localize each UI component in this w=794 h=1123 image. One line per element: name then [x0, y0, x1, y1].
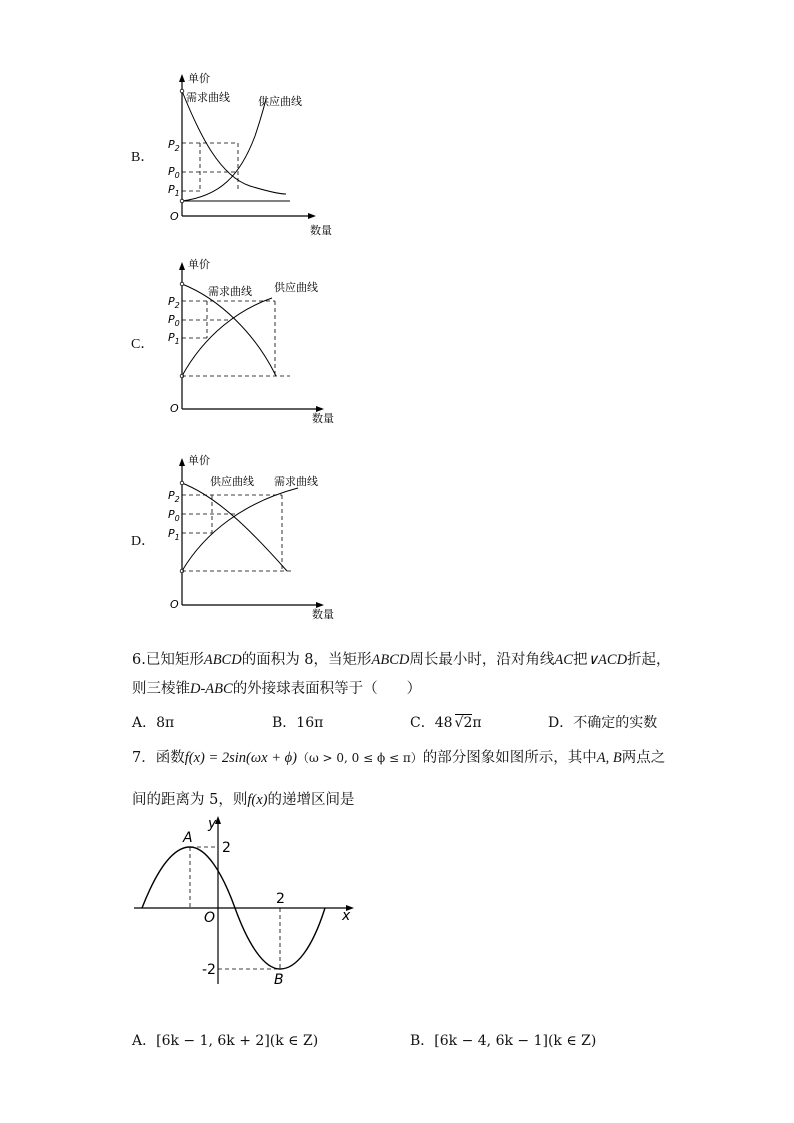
svg-text:O: O	[170, 402, 179, 415]
svg-text:P2: $P_2$	[168, 138, 180, 153]
x-axis-label: 数量	[310, 224, 332, 237]
svg-text:P0: $P_0$	[168, 508, 180, 523]
p0-label: P	[168, 165, 175, 178]
q6-option-b[interactable]: B．16π	[272, 715, 324, 731]
svg-text:单价: 单价	[188, 454, 210, 467]
q6-option-a[interactable]: A．8π	[132, 715, 175, 731]
svg-text:y: y	[208, 816, 217, 832]
svg-text:数量: 数量	[312, 608, 334, 621]
min-label: -2	[202, 962, 216, 978]
svg-text:供应曲线: 供应曲线	[210, 475, 254, 488]
q6-option-c[interactable]: C．48 √2π	[410, 715, 482, 731]
svg-text:x: x	[342, 908, 351, 924]
x-tick-label: 2	[276, 891, 285, 907]
q6-line1: 6.已知矩形ABCD的面积为 8，当矩形ABCD周长最小时，沿对角线AC把∨ACD折起，	[132, 652, 671, 668]
svg-text:P0: $P_0$	[168, 165, 180, 180]
svg-text:数量: 数量	[312, 412, 334, 425]
q7-line2: 间的距离为 5，则f(x)的递增区间是	[132, 792, 355, 808]
y-axis-label: 单价	[188, 72, 210, 85]
q7-sine-graph	[130, 812, 360, 992]
svg-text:P1: $P_1$	[168, 527, 180, 542]
svg-text:O: O	[170, 598, 179, 611]
q6-option-d[interactable]: D．不确定的实数	[548, 715, 658, 731]
q6-line2: 则三棱锥D-ABC的外接球表面积等于（ ）	[132, 681, 422, 697]
option-d-graph	[160, 450, 350, 622]
q7-line1: 7．函数f(x) = 2sin(ωx + ϕ)（ω > 0, 0 ≤ ϕ ≤ π）的部分图象如图所示，其中A, B两点之	[132, 750, 666, 766]
x-axis-arrow	[308, 213, 316, 219]
origin-label: O	[170, 210, 179, 223]
option-d-letter: D．	[131, 534, 156, 549]
point-a-label: A	[183, 830, 193, 846]
y-axis-arrow	[179, 74, 185, 82]
svg-text:P2: $P_2$	[168, 489, 180, 504]
svg-text:需求曲线: 需求曲线	[208, 285, 252, 298]
svg-text:P0: $P_0$	[168, 313, 180, 328]
option-c-graph	[160, 254, 350, 426]
svg-text:P1: $P_1$	[168, 183, 180, 198]
q7-option-b[interactable]: B．[6k − 4, 6k − 1](k ∈ Z)	[410, 1033, 597, 1049]
p1-label: P	[168, 183, 175, 196]
svg-text:P1: $P_1$	[168, 331, 180, 346]
demand-label: 需求曲线	[186, 91, 230, 104]
origin-label: O	[204, 910, 216, 926]
svg-text:需求曲线: 需求曲线	[274, 475, 318, 488]
svg-text:单价: 单价	[188, 258, 210, 271]
max-label: 2	[222, 840, 231, 856]
svg-text:P2: $P_2$	[168, 295, 180, 310]
option-b-graph	[160, 66, 350, 238]
q7-option-a[interactable]: A．[6k − 1, 6k + 2](k ∈ Z)	[132, 1033, 319, 1049]
supply-curve	[182, 99, 266, 201]
option-c-letter: C．	[131, 337, 155, 352]
p2-label: P	[168, 138, 175, 151]
supply-label: 供应曲线	[258, 95, 302, 108]
option-b-letter: B．	[131, 150, 155, 165]
svg-text:供应曲线: 供应曲线	[274, 281, 318, 294]
point-b-label: B	[274, 972, 284, 988]
